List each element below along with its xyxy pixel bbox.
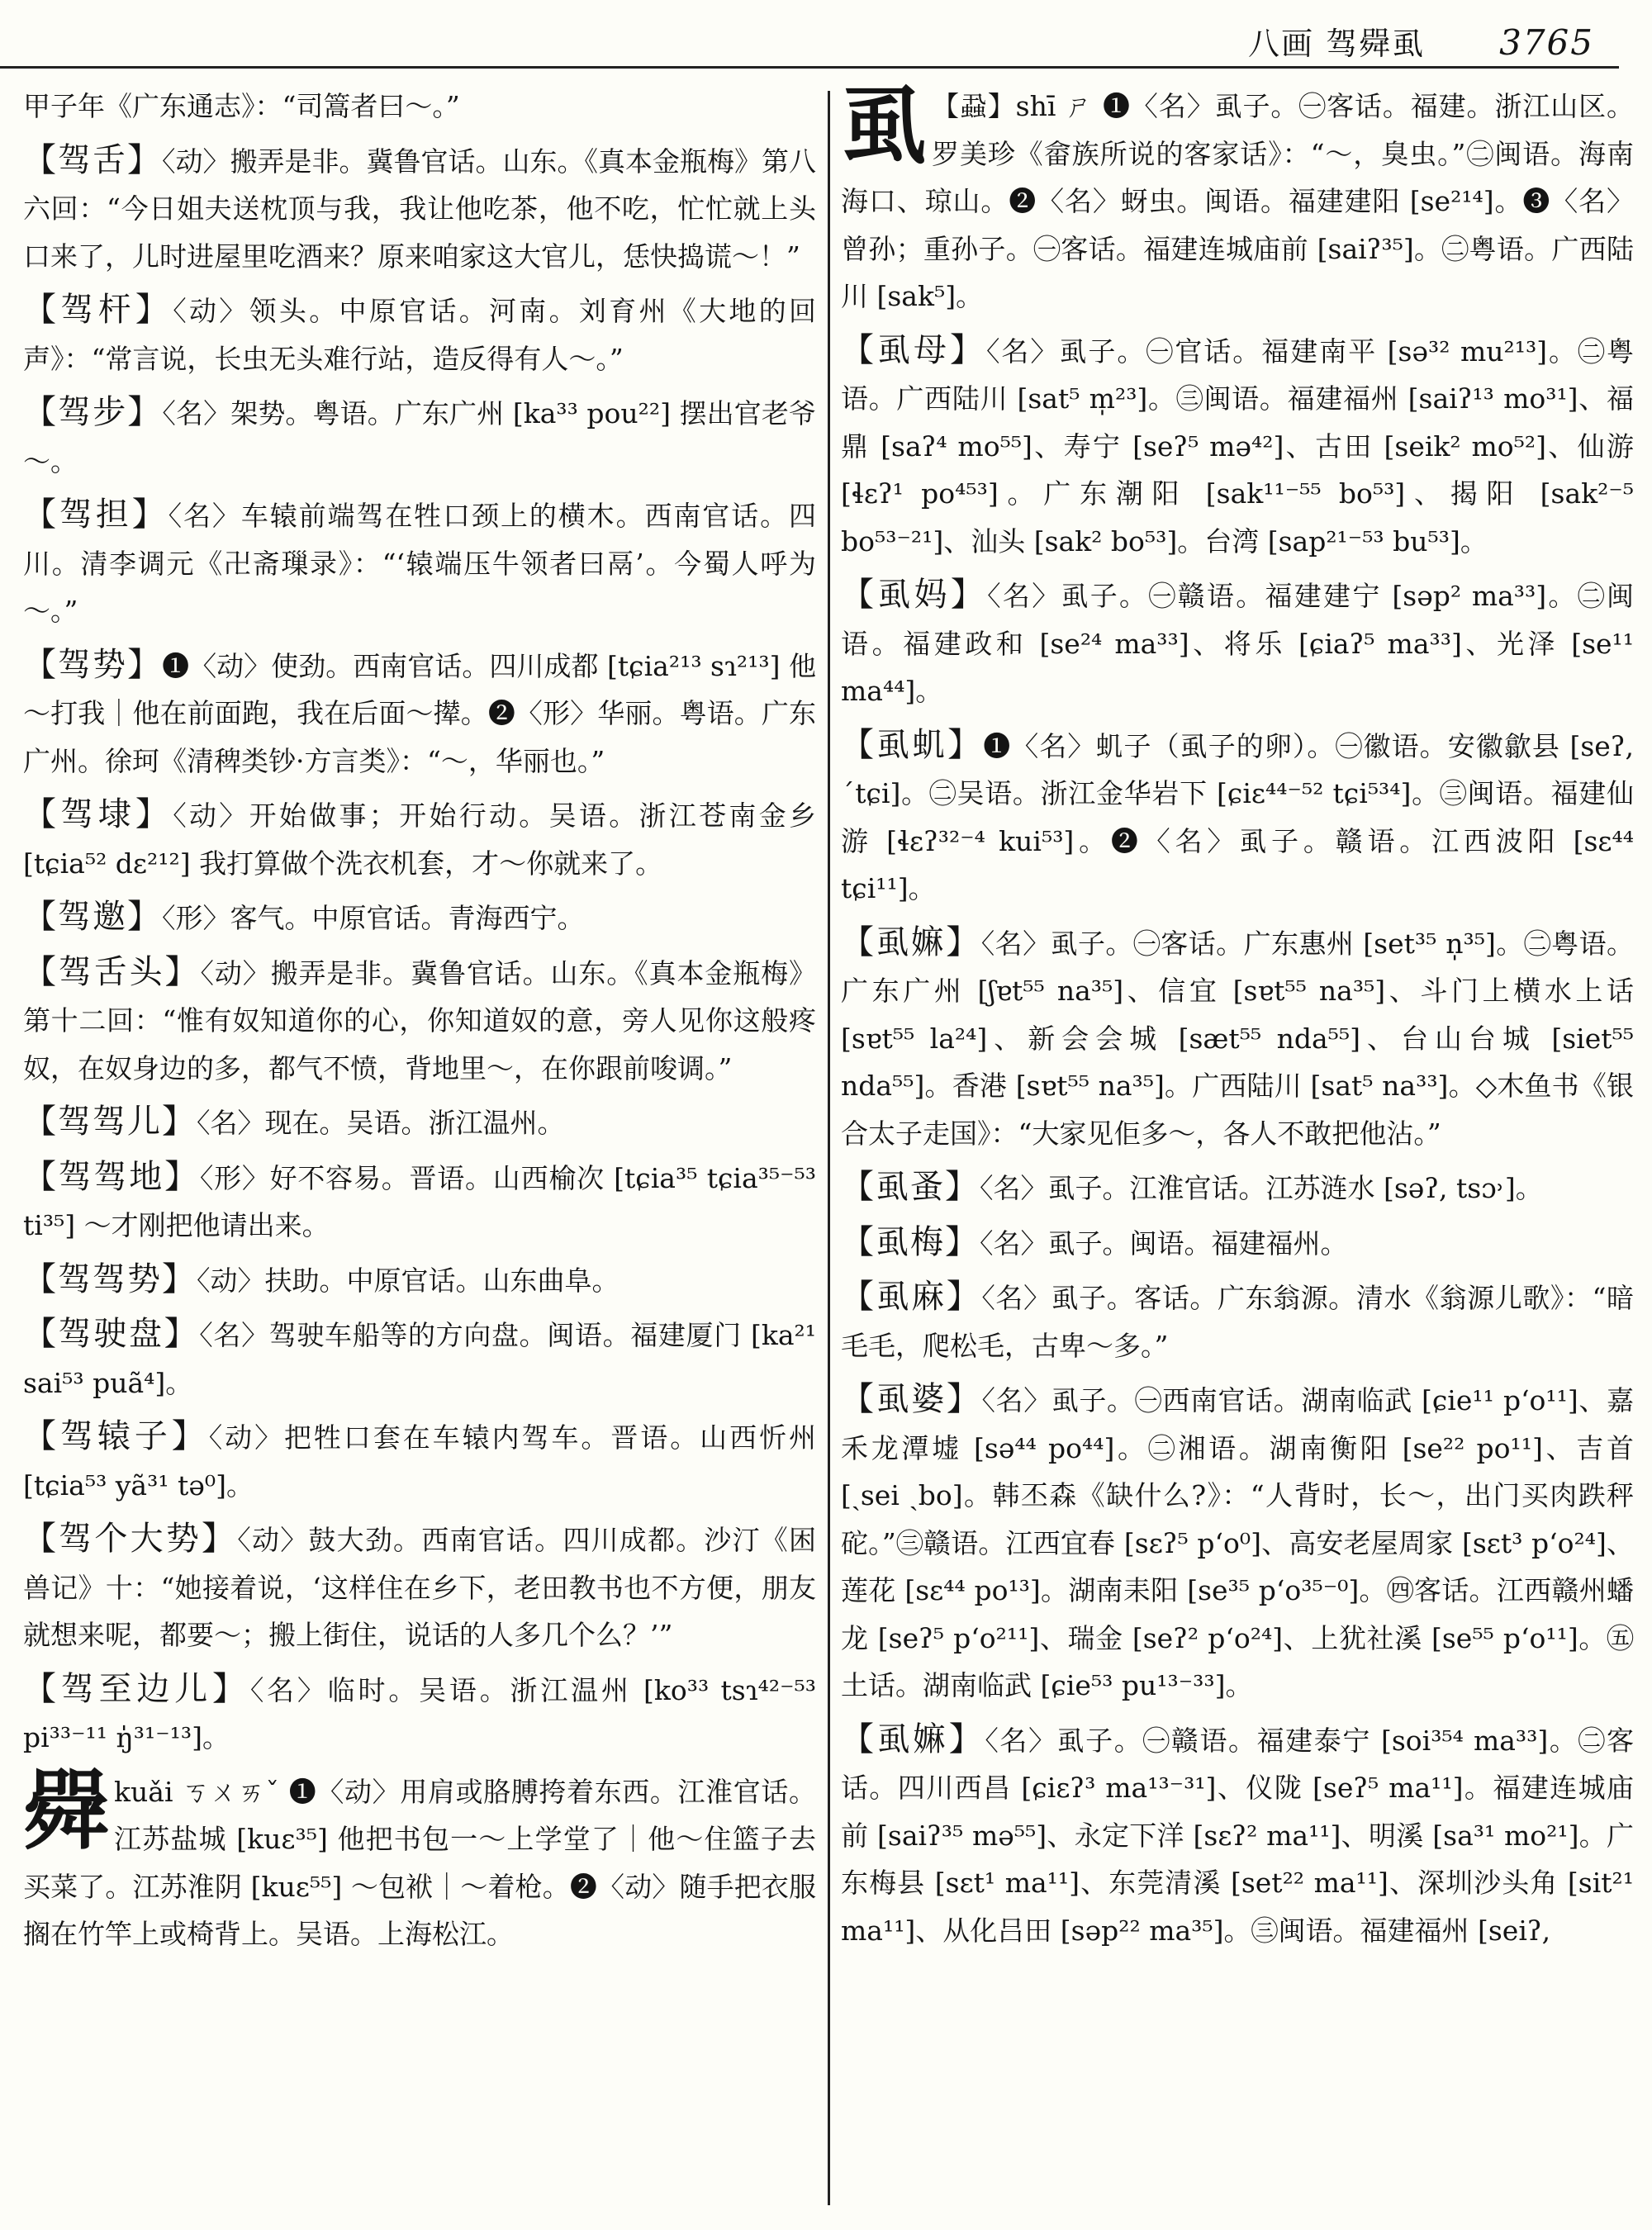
headword: 【驾埭】 [23, 795, 173, 833]
dictionary-entry [23, 1154, 816, 1250]
definition-text: 〈名〉车辕前端驾在牲口颈上的横木。西南官话。四川。清李调元《卍斋璅录》：“‘辕端压牛领者曰鬲’。今蜀人呼为～。” [23, 500, 816, 627]
dictionary-entry [23, 83, 816, 130]
headword: 【虱嫲】 [841, 923, 981, 961]
dictionary-entry [23, 642, 816, 785]
dictionary-entry [23, 949, 816, 1093]
left-column [23, 83, 816, 2222]
dictionary-entry [23, 894, 816, 942]
headword: 【驾驾儿】 [23, 1103, 197, 1141]
dictionary-entry [23, 1413, 816, 1509]
dictionary-entry [23, 1666, 816, 1762]
dictionary-entry [841, 83, 1634, 320]
definition-text: 〈动〉搬弄是非。冀鲁官话。山东。《真本金瓶梅》第八六回：“今日姐夫送枕顶与我，我让他吃茶，他不吃，忙忙就上头口来了，儿时进屋里吃酒来？原来咱家这大官儿，恁快捣谎～！” [23, 145, 816, 273]
dictionary-entry [23, 1516, 816, 1659]
dictionary-entry [23, 1311, 816, 1407]
dictionary-entry [23, 1256, 816, 1305]
dictionary-entry [23, 1759, 816, 1958]
dictionary-entry [23, 491, 816, 635]
headword: 【驾势】 [23, 645, 163, 684]
headword-character: 䑝 [23, 1759, 110, 1862]
definition-text: 〈动〉领头。中原官话。河南。刘育州《大地的回声》：“常言说，长虫无头难行站，造反得有人～。” [23, 295, 816, 375]
definition-text: 〈动〉开始做事；开始行动。吴语。浙江苍南金乡 [tɕia⁵² dɛ²¹²] 我打算做个洗衣机套，才～你就来了。 [23, 799, 816, 880]
headword: 【虱蚤】 [841, 1168, 980, 1206]
dictionary-entry [841, 1164, 1634, 1212]
page-header [0, 0, 1652, 74]
headword: 【虱妈】 [841, 576, 988, 614]
header-rule [0, 66, 1619, 69]
definition-text: 〈名〉虱子。闽语。福建福州。 [980, 1226, 1348, 1260]
definition-text: 〈名〉虱子。㊀客话。广东惠州 [set³⁵ n̩³⁵]。㊁粤语。广东广州 [ʃɐt⁵⁵ na³⁵]、信宜 [sɐt⁵⁵ na³⁵]、斗门上横水上话 [sɐt⁵⁵ la²⁴]、新会会城 [sæt⁵⁵ nda⁵⁵]、台山台城 [siet⁵⁵ nda⁵⁵]。香港 [sɐt⁵⁵ na³⁵]。广西陆川 [sat⁵ na³³]。◇木鱼书《银合太子走国》：“大家见佢多～，各人不敢把他沾。” [841, 927, 1634, 1150]
definition-text: 〈动〉扶助。中原官话。山东曲阜。 [197, 1264, 620, 1297]
headword: 【驾舌】 [23, 140, 162, 179]
definition-text: 〈动〉搬弄是非。冀鲁官话。山东。《真本金瓶梅》第十二回：“惟有奴知道你的心，你知道奴的意，旁人见你这般疼奴，在奴身边的多，都气不愤，背地里～，在你跟前唆调。” [23, 956, 816, 1084]
headword: 【虱麻】 [841, 1278, 982, 1316]
headword: 【虱梅】 [841, 1222, 980, 1261]
definition-text: ❶〈名〉虮子（虱子的卵）。㊀徽语。安徽歙县 [seʔ, ˊtɕi]。㊁吴语。浙江金华岩下 [ɕiɛ⁴⁴⁻⁵² tɕi⁵³⁴]。㊂闽语。福建仙游 [ɬɛʔ³²⁻⁴ kui⁵³]。❷〈名〉虱子。赣语。江西波阳 [sɛ⁴⁴ tɕi¹¹]。 [841, 729, 1634, 904]
dictionary-entry [23, 137, 816, 281]
dictionary-entry [23, 287, 816, 382]
dictionary-entry [841, 327, 1634, 566]
headword: 【虱虮】 [841, 725, 984, 764]
definition-text: ❶〈动〉使劲。西南官话。四川成都 [tɕia²¹³ sɿ²¹³] 他～打我｜他在前面跑，我在后面～撵。❷〈形〉华丽。粤语。广东广州。徐珂《清稗类钞·方言类》：“～，华丽也。” [23, 649, 816, 777]
definition-text: 〈名〉虱子。客话。广东翁源。清水《翁源儿歌》：“暗毛毛，爬松毛，古卑～多。” [841, 1282, 1634, 1362]
dictionary-entry [841, 722, 1634, 913]
headword: 【驾担】 [23, 496, 169, 534]
definition-text: 〈名〉现在。吴语。浙江温州。 [197, 1107, 565, 1139]
headword: 【驾杆】 [23, 291, 173, 329]
headword: 【虱母】 [841, 330, 986, 369]
dictionary-entry [841, 1716, 1634, 1955]
definition-text: 〈名〉架势。粤语。广东广州 [ka³³ pou²²] 摆出官老爷～。 [23, 397, 816, 477]
definition-text: 〈名〉虱子。㊀西南官话。湖南临武 [ɕie¹¹ pʻo¹¹]、嘉禾龙潭墟 [sə⁴⁴ po⁴⁴]。㊁湘语。湖南衡阳 [se²² po¹¹]、吉首 [ˏsei ˏbo]。韩丕森《缺什么?》：“人背时，长～，出门买肉跌秤砣。”㊂赣语。江西宜春 [sɛʔ⁵ pʻo⁰]、高安老屋周家 [sɛt³ pʻo²⁴]、莲花 [sɛ⁴⁴ po¹³]。湖南耒阳 [se³⁵ pʻo³⁵⁻⁰]。㊃客话。江西赣州蟠龙 [seʔ⁵ pʻo²¹¹]、瑞金 [seʔ² pʻo²⁴]、上犹社溪 [se⁵⁵ pʻo¹¹]。㊄土话。湖南临武 [ɕie⁵³ pu¹³⁻³³]。 [841, 1384, 1634, 1701]
dictionary-entry [841, 1376, 1634, 1710]
headword: 【驾舌头】 [23, 952, 201, 991]
definition-text: 〈形〉好不容易。晋语。山西榆次 [tɕia³⁵ tɕia³⁵⁻⁵³ ti³⁵] ～才刚把他请出来。 [23, 1161, 816, 1241]
headword: 【驾个大势】 [23, 1520, 238, 1558]
headword: 【虱嫲】 [841, 1720, 985, 1758]
right-column [841, 83, 1634, 2222]
column-divider [828, 91, 830, 2205]
definition-text: 〈名〉虱子。江淮官话。江苏涟水 [səʔ, tsɔ˒]。 [980, 1172, 1543, 1204]
definition-text: 〈形〉客气。中原官话。青海西宁。 [162, 902, 585, 934]
definition-text: 〈名〉驾驶车船等的方向盘。闽语。福建厦门 [ka²¹ sai⁵³ puã⁴]。 [23, 1319, 816, 1399]
headword: 【驾至边儿】 [23, 1669, 250, 1708]
headword: 【驾驾势】 [23, 1260, 197, 1298]
headword: 【虱婆】 [841, 1380, 982, 1418]
headword: 【驾驾地】 [23, 1157, 200, 1196]
definition-text: 〈名〉虱子。㊀官话。福建南平 [sə³² mu²¹³]。㊁粤语。广西陆川 [sat⁵ m̩²³]。㊂闽语。福建福州 [saiʔ¹³ mo³¹]、福鼎 [saʔ⁴ mo⁵⁵]、寿宁 [seʔ⁵ mə⁴²]、古田 [seik² mo⁵²]、仙游 [ɬɛʔ¹ po⁴⁵³]。广东潮阳 [sak¹¹⁻⁵⁵ bo⁵³]、揭阳 [sak²⁻⁵ bo⁵³⁻²¹]、汕头 [sak² bo⁵³]。台湾 [sap²¹⁻⁵³ bu⁵³]。 [841, 334, 1634, 558]
definition-text: 〈动〉把牲口套在车辕内驾车。晋语。山西忻州 [tɕia⁵³ yã³¹ tə⁰]。 [23, 1421, 816, 1502]
headword: 【驾辕子】 [23, 1417, 209, 1455]
definition-text: 【蝨】shī ㄕ ❶〈名〉虱子。㊀客话。福建。浙江山区。罗美珍《畲族所说的客家话》：“～，臭虫。”㊁闽语。海南海口、琼山。❷〈名〉蚜虫。闽语。福建建阳 [se²¹⁴]。❸〈名〉曾孙；重孙子。㊀客话。福建连城庙前 [saiʔ³⁵]。㊁粤语。广西陆川 [sak⁵]。 [841, 90, 1634, 312]
headword: 【驾邀】 [23, 898, 162, 936]
definition-text: kuǎi ㄎㄨㄞˇ ❶〈动〉用肩或胳膊挎着东西。江淮官话。江苏盐城 [kuɛ³⁵] 他把书包一～上学堂了｜他～住篮子去买菜了。江苏淮阴 [kuɛ⁵⁵] ～包袱｜～着枪。❷〈动〉随手把衣服搁在竹竿上或椅背上。吴语。上海松江。 [23, 1775, 816, 1950]
dictionary-entry [23, 389, 816, 485]
dictionary-entry [23, 791, 816, 887]
definition-text: 〈名〉虱子。㊀赣语。福建建宁 [səp² ma³³]。㊁闽语。福建政和 [se²⁴ ma³³]、将乐 [ɕiaʔ⁵ ma³³]、光泽 [se¹¹ ma⁴⁴]。 [841, 580, 1634, 707]
definition-text: 甲子年《广东通志》：“司篙者曰～。” [23, 90, 460, 122]
dictionary-entry [841, 919, 1634, 1158]
dictionary-entry [841, 1274, 1634, 1369]
dictionary-entry [841, 1219, 1634, 1268]
headword-character: 虱 [841, 83, 928, 176]
dictionary-entry [23, 1098, 816, 1147]
header-text [1248, 18, 1594, 64]
dictionary-entry [841, 572, 1634, 715]
headword: 【驾驶盘】 [23, 1315, 200, 1353]
header-title: 八画 驾䑝虱 [1248, 26, 1426, 62]
definition-text: 〈名〉临时。吴语。浙江温州 [ko³³ tsɿ⁴²⁻⁵³ pi³³⁻¹¹ ŋ̍³¹⁻¹³]。 [23, 1673, 816, 1753]
headword: 【驾步】 [23, 393, 163, 431]
definition-text: 〈名〉虱子。㊀赣语。福建泰宁 [soi³⁵⁴ ma³³]。㊁客话。四川西昌 [ɕiɛʔ³ ma¹³⁻³¹]、仪陇 [seʔ⁵ ma¹¹]。福建连城庙前 [saiʔ³⁵ mə⁵⁵]、永定下洋 [sɛʔ² ma¹¹]、明溪 [sa³¹ mo²¹]。广东梅县 [sɛt¹ ma¹¹]、东莞清溪 [set²² ma¹¹]、深圳沙头角 [sit²¹ ma¹¹]、从化吕田 [səp²² ma³⁵]。㊂闽语。福建福州 [seiʔ, [841, 1724, 1634, 1947]
definition-text: 〈动〉鼓大劲。西南官话。四川成都。沙汀《困兽记》十：“她接着说，‘这样住在乡下，老田教书也不方便，朋友就想来呢，都要～；搬上街住，说话的人多几个么？’” [23, 1524, 816, 1651]
page-number: 3765 [1499, 22, 1594, 63]
